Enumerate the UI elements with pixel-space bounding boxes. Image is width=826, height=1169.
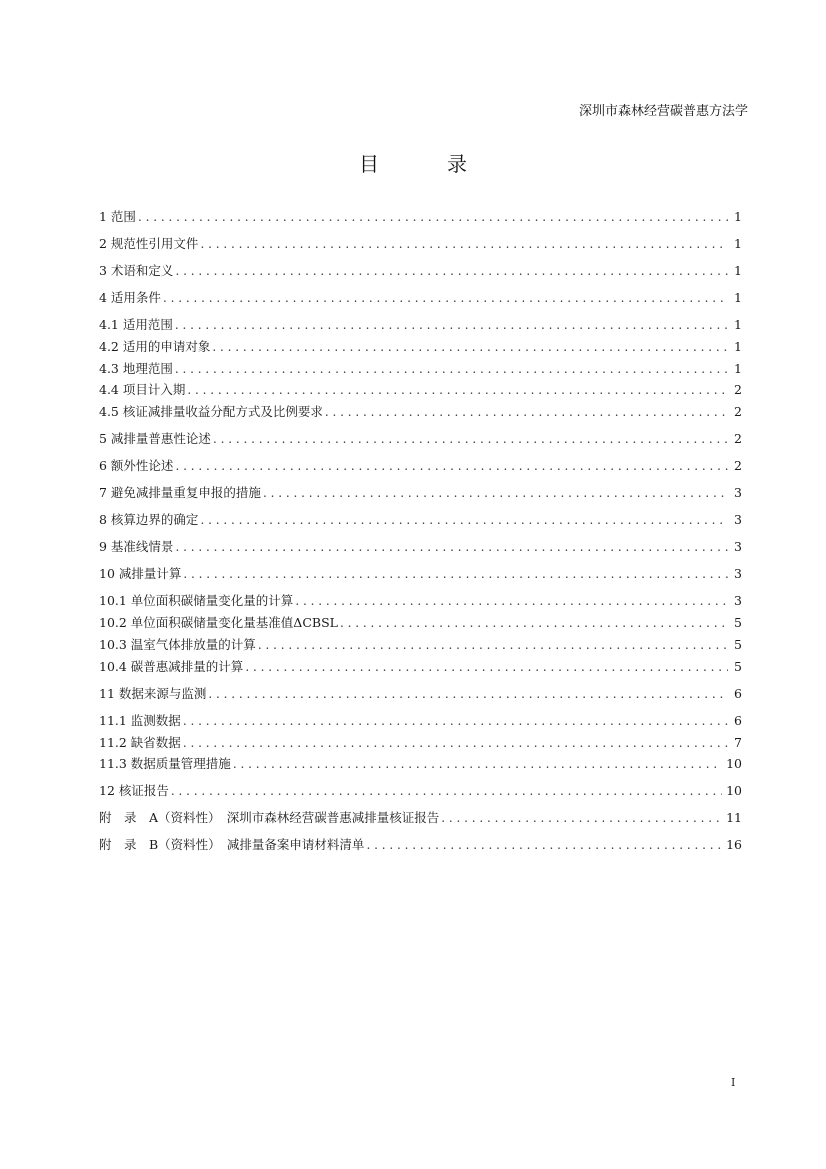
toc-entry[interactable] (99, 538, 742, 556)
toc-dot-leader (175, 262, 728, 280)
toc-entry-label: 4.4 项目计入期 (99, 382, 186, 397)
running-header: 深圳市森林经营碳普惠方法学 (578, 104, 748, 119)
toc-dot-leader (183, 734, 728, 752)
toc-dot-leader (183, 565, 728, 583)
toc-dot-leader (187, 381, 728, 399)
toc-entry[interactable] (99, 484, 742, 502)
toc-entry-page-number: 7 (734, 735, 742, 750)
toc-entry-label: 6 额外性论述 (99, 458, 174, 473)
toc-dot-leader (258, 636, 728, 654)
toc-entry-page-number: 5 (734, 637, 742, 652)
toc-entry-page-number: 1 (734, 290, 742, 305)
toc-entry-label: 10.3 温室气体排放量的计算 (99, 637, 256, 652)
toc-entry[interactable] (99, 685, 742, 703)
toc-entry[interactable] (99, 457, 742, 475)
toc-entry[interactable] (99, 381, 742, 399)
toc-entry-page-number: 3 (734, 566, 742, 581)
toc-dot-leader (366, 836, 722, 854)
toc-entry-label: 10 减排量计算 (99, 566, 182, 581)
toc-entry-label: 9 基准线情景 (99, 539, 174, 554)
toc-entry-page-number: 3 (734, 539, 742, 554)
toc-entry-page-number: 6 (734, 713, 742, 728)
toc-entry[interactable] (99, 614, 742, 632)
toc-dot-leader (325, 403, 728, 421)
toc-dot-leader (171, 782, 722, 800)
toc-entry-page-number: 1 (734, 339, 742, 354)
toc-dot-leader (245, 658, 728, 676)
toc-entry-page-number: 3 (734, 512, 742, 527)
toc-entry-page-number: 6 (734, 686, 742, 701)
toc-entry-page-number: 16 (726, 837, 742, 852)
toc-entry[interactable] (99, 208, 742, 226)
toc-dot-leader (233, 755, 722, 773)
toc-entry[interactable] (99, 712, 742, 730)
toc-entry-label: 10.2 单位面积碳储量变化量基准值ΔCBSL (99, 615, 338, 630)
toc-entry-label: 3 术语和定义 (99, 263, 174, 278)
toc-entry-label: 10.4 碳普惠减排量的计算 (99, 659, 244, 674)
toc-dot-leader (183, 712, 728, 730)
toc-dot-leader (295, 592, 728, 610)
toc-entry[interactable] (99, 636, 742, 654)
toc-entry-label: 1 范围 (99, 209, 136, 224)
toc-entry-label: 11 数据来源与监测 (99, 686, 207, 701)
toc-entry[interactable] (99, 403, 742, 421)
toc-entry[interactable] (99, 430, 742, 448)
toc-entry-page-number: 3 (734, 485, 742, 500)
page-number: I (731, 1076, 736, 1089)
toc-entry[interactable] (99, 360, 742, 378)
toc-dot-leader (163, 289, 728, 307)
toc-entry[interactable] (99, 782, 742, 800)
toc-entry-label: 12 核证报告 (99, 783, 169, 798)
toc-entry[interactable] (99, 316, 742, 334)
toc-entry[interactable] (99, 565, 742, 583)
toc-entry-label: 4.2 适用的申请对象 (99, 339, 211, 354)
toc-entry-label: 4.1 适用范围 (99, 317, 173, 332)
toc-dot-leader (208, 685, 728, 703)
toc-title: 目 录 (359, 152, 491, 176)
toc-entry-label: 4.3 地理范围 (99, 361, 173, 376)
toc-entry-page-number: 5 (734, 659, 742, 674)
toc-entry-label: 5 减排量普惠性论述 (99, 431, 211, 446)
toc-entry[interactable] (99, 262, 742, 280)
toc-dot-leader (340, 614, 728, 632)
toc-entry-label: 附 录 A（资料性） 深圳市森林经营碳普惠减排量核证报告 (99, 810, 440, 825)
toc-entry-label: 10.1 单位面积碳储量变化量的计算 (99, 593, 294, 608)
toc-entry-page-number: 1 (734, 317, 742, 332)
toc-entry-label: 7 避免减排量重复申报的措施 (99, 485, 261, 500)
toc-entry[interactable] (99, 511, 742, 529)
toc-entry-page-number: 5 (734, 615, 742, 630)
toc-dot-leader (175, 457, 728, 475)
toc-dot-leader (213, 430, 728, 448)
toc-entry-label: 4.5 核证减排量收益分配方式及比例要求 (99, 404, 323, 419)
toc-entry[interactable] (99, 235, 742, 253)
toc-entry[interactable] (99, 592, 742, 610)
toc-entry[interactable] (99, 338, 742, 356)
toc-entry-page-number: 1 (734, 263, 742, 278)
toc-entry-page-number: 1 (734, 361, 742, 376)
toc-dot-leader (212, 338, 728, 356)
toc-entry-label: 11.3 数据质量管理措施 (99, 756, 231, 771)
toc-entry-label: 8 核算边界的确定 (99, 512, 199, 527)
toc-dot-leader (175, 316, 728, 334)
toc-entry-label: 4 适用条件 (99, 290, 161, 305)
toc-dot-leader (263, 484, 728, 502)
toc-entry-label: 11.1 监测数据 (99, 713, 181, 728)
toc-entry[interactable] (99, 734, 742, 752)
toc-entry-page-number: 11 (726, 810, 742, 825)
toc-entry[interactable] (99, 658, 742, 676)
toc-dot-leader (200, 511, 728, 529)
toc-entry-page-number: 2 (734, 458, 742, 473)
toc-entry-label: 附 录 B（资料性） 减排量备案申请材料清单 (99, 837, 365, 852)
toc-dot-leader (138, 208, 728, 226)
toc-dot-leader (175, 360, 728, 378)
toc-entry-page-number: 1 (734, 209, 742, 224)
toc-entry-label: 2 规范性引用文件 (99, 236, 199, 251)
toc-entry[interactable] (99, 809, 742, 827)
toc-dot-leader (441, 809, 722, 827)
toc-dot-leader (200, 235, 728, 253)
toc-entry-page-number: 2 (734, 404, 742, 419)
toc-dot-leader (175, 538, 728, 556)
toc-entry[interactable] (99, 289, 742, 307)
toc-entry-label: 11.2 缺省数据 (99, 735, 181, 750)
toc-entry-page-number: 10 (726, 783, 742, 798)
toc-entry[interactable] (99, 755, 742, 773)
toc-entry-page-number: 2 (734, 431, 742, 446)
toc-entry-page-number: 10 (726, 756, 742, 771)
toc-entry[interactable] (99, 836, 742, 854)
toc-entry-page-number: 2 (734, 382, 742, 397)
toc-entry-page-number: 1 (734, 236, 742, 251)
toc-entry-page-number: 3 (734, 593, 742, 608)
